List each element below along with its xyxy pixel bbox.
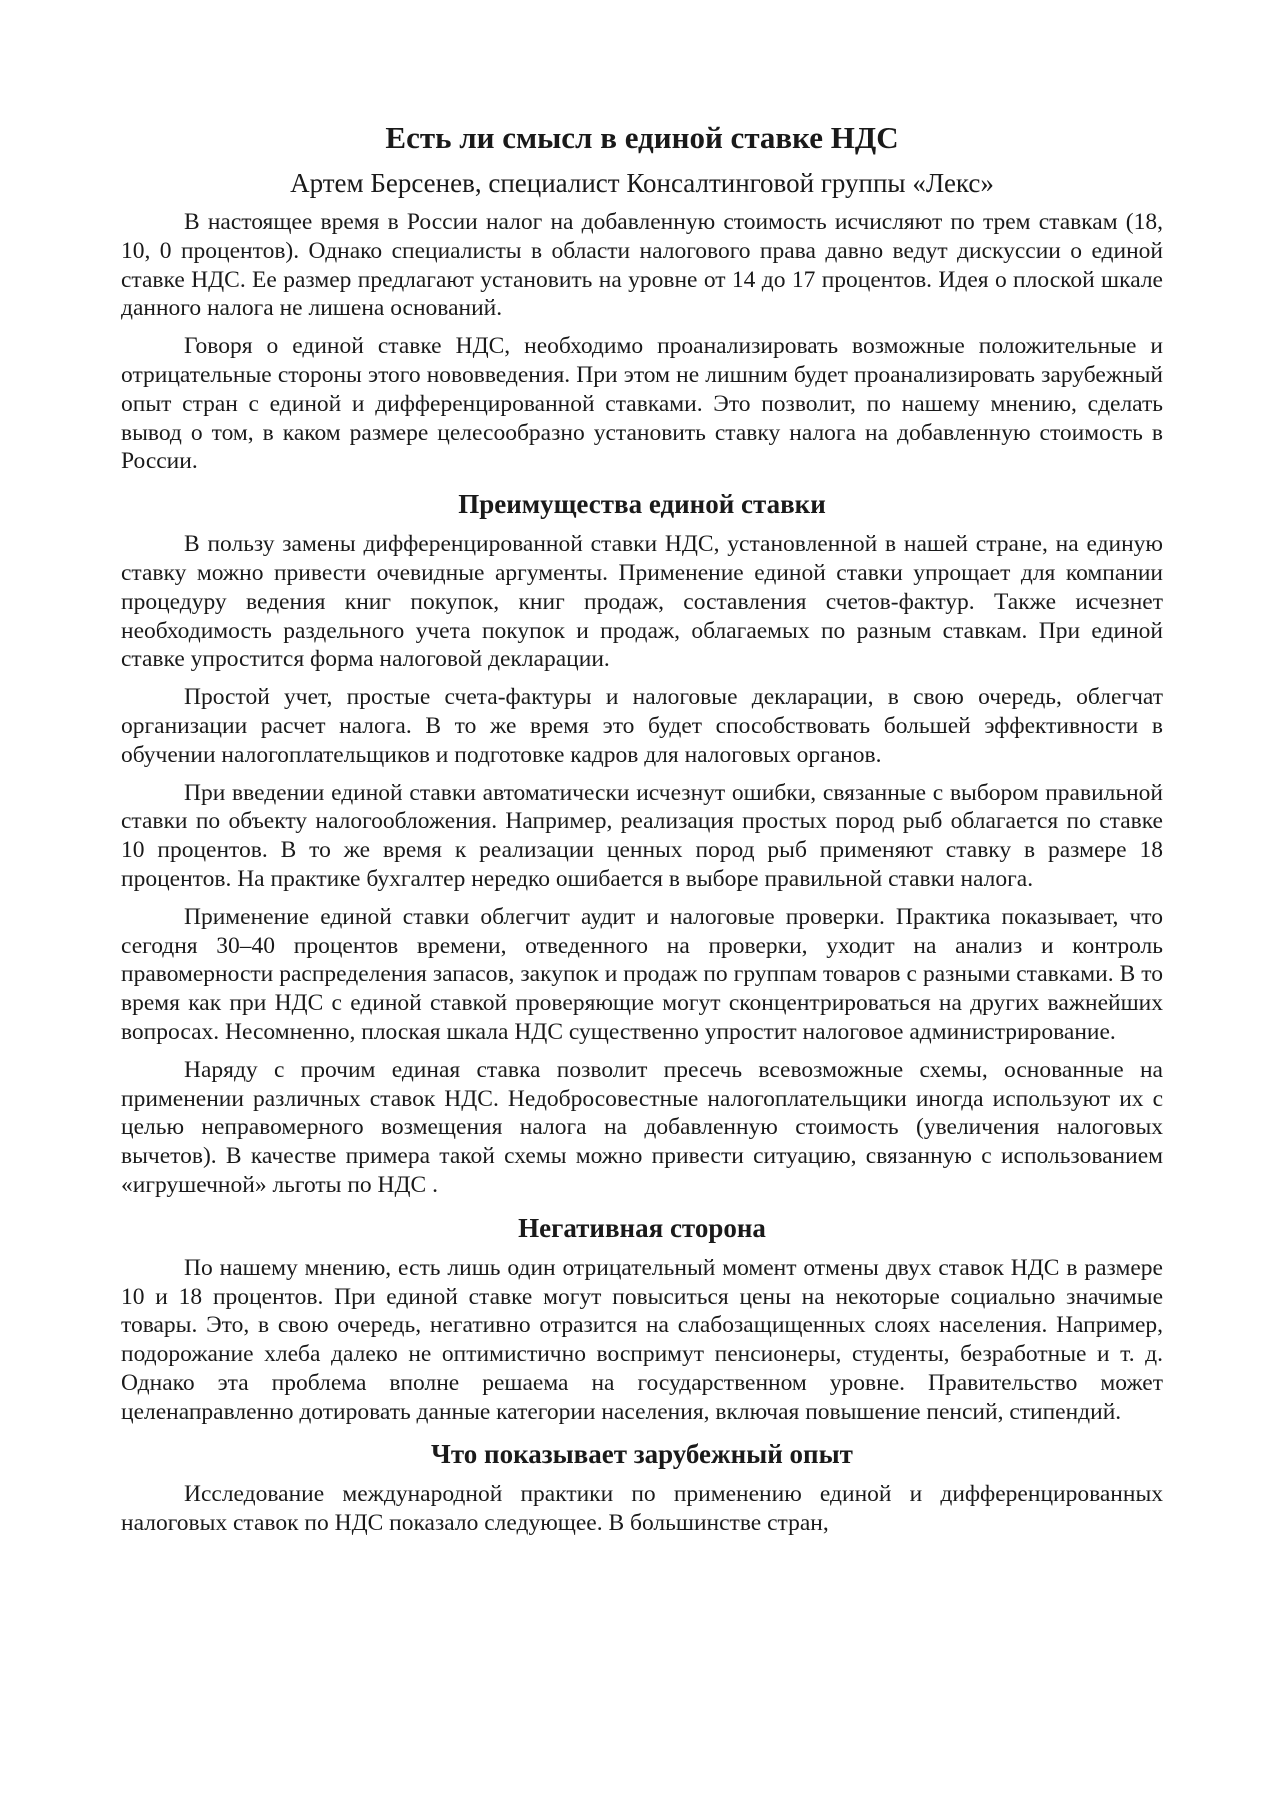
document-author: Артем Берсенев, специалист Консалтинговой группы «Лекс»	[290, 168, 994, 198]
document-title: Есть ли смысл в единой ставке НДС	[385, 120, 899, 155]
section-heading-negative: Негативная сторона	[518, 1212, 766, 1243]
section-paragraph: Применение единой ставки облегчит аудит и налоговые проверки. Практика показывает, что сегодня 30–40 процентов времени, отведенного на проверки, уходит на анализ и контроль правомерности распределения запасов, закупок и продаж по группам товаров с разными ставками. В то время как при НДС с единой ставкой проверяющие могут сконцентрироваться на других важнейших вопросах. Несомненно, плоская шкала НДС существенно упростит налоговое администрирование.	[121, 903, 1163, 1045]
section-paragraph: Исследование международной практики по применению единой и дифференцированных налоговых ставок по НДС показало следующее. В большинстве стран,	[121, 1481, 1163, 1537]
section-paragraph: В пользу замены дифференцированной ставки НДС, установленной в нашей стране, на единую ставку можно привести очевидные аргументы. Применение единой ставки упрощает для компании процедуру ведения книг покупок, книг продаж, составления счетов-фактур. Также исчезнет необходимость раздельного учета покупок и продаж, облагаемых по разным ставкам. При единой ставке упростится форма налоговой декларации.	[121, 531, 1163, 673]
section-paragraph: Наряду с прочим единая ставка позволит пресечь всевозможные схемы, основанные на применении различных ставок НДС. Недобросовестные налогоплательщики иногда используют их с целью неправомерного возмещения налога на добавленную стоимость (увеличения налоговых вычетов). В качестве примера такой схемы можно привести ситуацию, связанную с использованием «игрушечной» льготы по НДС .	[121, 1056, 1163, 1198]
intro-paragraph: В настоящее время в России налог на добавленную стоимость исчисляют по трем ставкам (18, 10, 0 процентов). Однако специалисты в области налогового права давно ведут дискуссии о единой ставке НДС. Ее размер предлагают установить на уровне от 14 до 17 процентов. Идея о плоской шкале данного налога не лишена оснований.	[121, 209, 1163, 322]
section-paragraph: При введении единой ставки автоматически исчезнут ошибки, связанные с выбором правильной ставки по объекту налогообложения. Например, реализация простых пород рыб облагается по ставке 10 процентов. В то же время к реализации ценных пород рыб применяют ставку в размере 18 процентов. На практике бухгалтер нередко ошибается в выборе правильной ставки налога.	[121, 779, 1163, 892]
document-page	[121, 118, 1163, 1547]
intro-paragraph: Говоря о единой ставке НДС, необходимо проанализировать возможные положительные и отрицательные стороны этого нововведения. При этом не лишним будет проанализировать зарубежный опыт стран с единой и дифференцированной ставками. Это позволит, по нашему мнению, сделать вывод о том, в каком размере целесообразно установить ставку налога на добавленную стоимость в России.	[121, 333, 1163, 475]
section-heading-foreign-experience: Что показывает зарубежный опыт	[431, 1439, 853, 1470]
section-paragraph: По нашему мнению, есть лишь один отрицательный момент отмены двух ставок НДС в размере 10 и 18 процентов. При единой ставке могут повыситься цены на некоторые социально значимые товары. Это, в свою очередь, негативно отразится на слабозащищенных слоях населения. Например, подорожание хлеба далеко не оптимистично воспримут пенсионеры, студенты, безработные и т. д. Однако эта проблема вполне решаема на государственном уровне. Правительство может целенаправленно дотировать данные категории населения, включая повышение пенсий, стипендий.	[121, 1254, 1163, 1425]
section-paragraph: Простой учет, простые счета-фактуры и налоговые декларации, в свою очередь, облегчат организации расчет налога. В то же время это будет способствовать большей эффективности в обучении налогоплательщиков и подготовке кадров для налоговых органов.	[121, 684, 1163, 768]
section-heading-advantages: Преимущества единой ставки	[458, 489, 826, 520]
